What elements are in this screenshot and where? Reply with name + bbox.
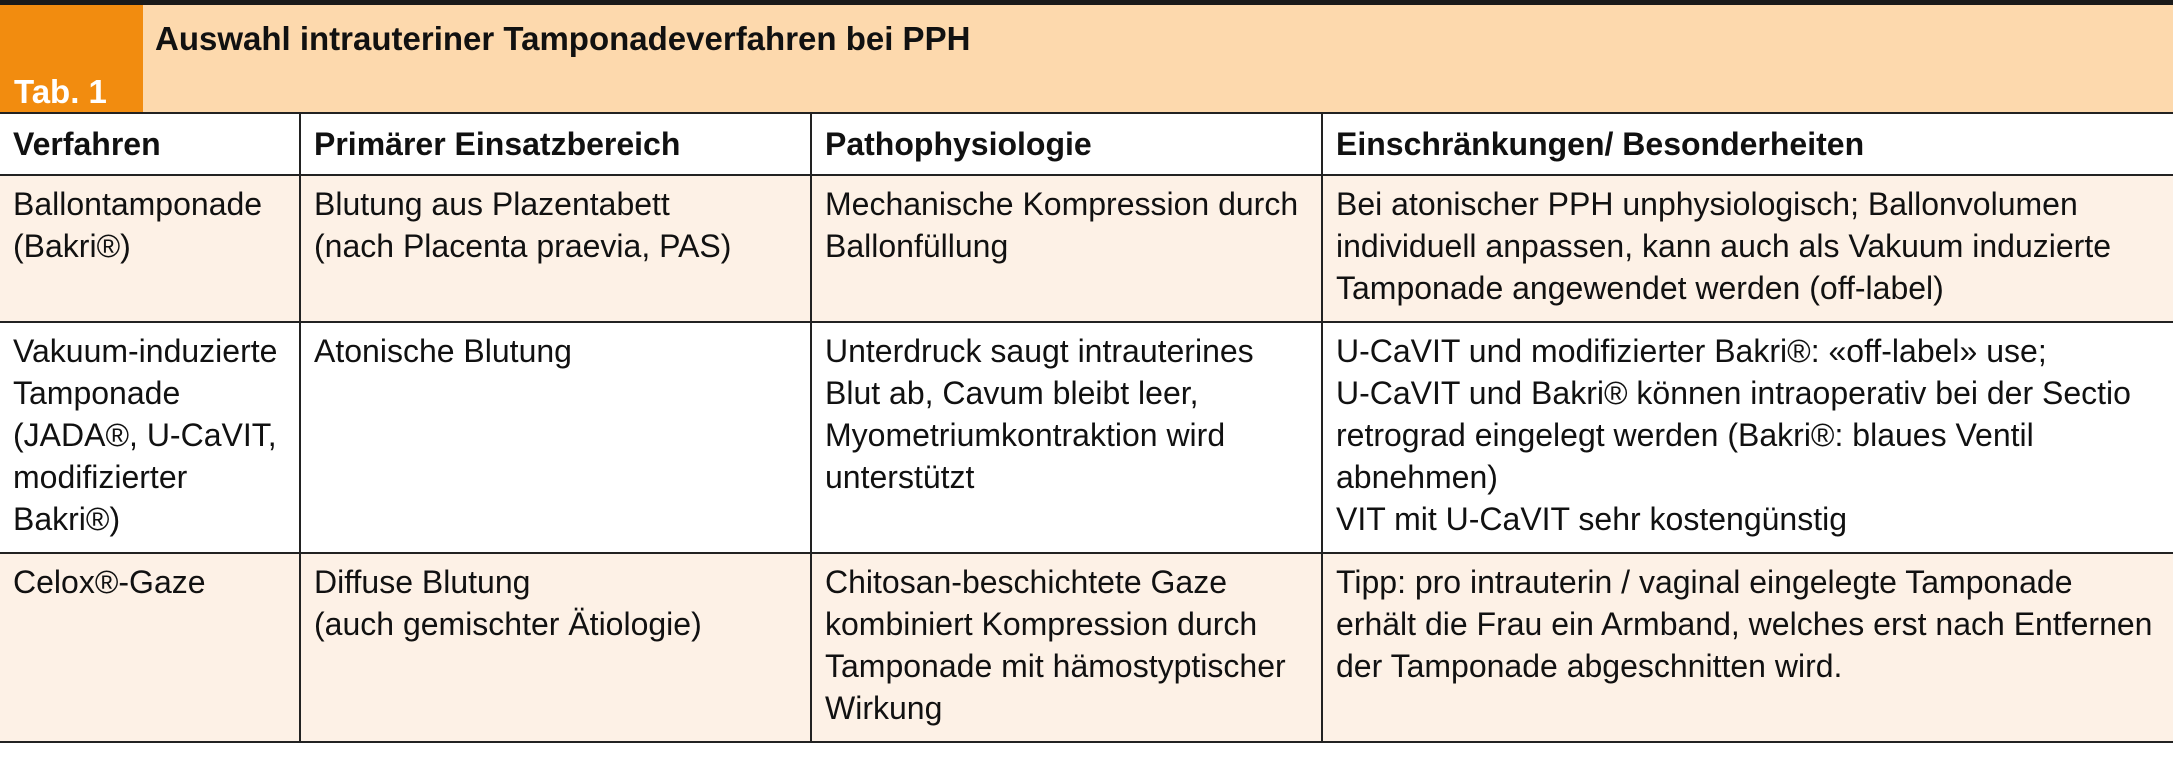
table-row bbox=[0, 175, 2173, 322]
cell-line: der Tamponade abgeschnitten wird. bbox=[1336, 648, 1843, 684]
cell-besonderheiten bbox=[1322, 175, 2173, 322]
cell-line: Tamponade mit hämostyptischer bbox=[825, 648, 1286, 684]
cell-verfahren bbox=[0, 322, 300, 553]
cell-einsatzbereich bbox=[300, 175, 811, 322]
cell-line: (auch gemischter Ätiologie) bbox=[314, 606, 702, 642]
column-header-pathophysiologie: Pathophysiologie bbox=[811, 113, 1322, 175]
cell-line: Myometriumkontraktion wird bbox=[825, 417, 1226, 453]
cell-line: Mechanische Kompression durch bbox=[825, 186, 1299, 222]
cell-line: (Bakri®) bbox=[13, 228, 131, 264]
cell-line: Blut ab, Cavum bleibt leer, bbox=[825, 375, 1199, 411]
table-number-label: Tab. 1 bbox=[0, 5, 143, 112]
cell-line: Ballonfüllung bbox=[825, 228, 1009, 264]
cell-pathophysiologie bbox=[811, 175, 1322, 322]
cell-line: unterstützt bbox=[825, 459, 975, 495]
cell-line: Unterdruck saugt intrauterines bbox=[825, 333, 1254, 369]
cell-line: modifizierter bbox=[13, 459, 188, 495]
cell-line: individuell anpassen, kann auch als Vakuum induzierte bbox=[1336, 228, 2111, 264]
cell-line: U-CaVIT und Bakri® können intraoperativ bei der Sectio bbox=[1336, 375, 2131, 411]
cell-besonderheiten bbox=[1322, 553, 2173, 742]
table-title: Auswahl intrauteriner Tamponadeverfahren bei PPH bbox=[155, 20, 971, 57]
cell-einsatzbereich bbox=[300, 553, 811, 742]
table-row bbox=[0, 322, 2173, 553]
cell-line: Atonische Blutung bbox=[314, 333, 572, 369]
cell-line: Tamponade angewendet werden (off-label) bbox=[1336, 270, 1944, 306]
cell-line: (nach Placenta praevia, PAS) bbox=[314, 228, 732, 264]
cell-line: Blutung aus Plazentabett bbox=[314, 186, 670, 222]
column-header-besonderheiten: Einschränkungen/ Besonderheiten bbox=[1322, 113, 2173, 175]
cell-verfahren bbox=[0, 553, 300, 742]
cell-einsatzbereich bbox=[300, 322, 811, 553]
table-header-row bbox=[0, 113, 2173, 175]
table-row bbox=[0, 553, 2173, 742]
cell-pathophysiologie bbox=[811, 553, 1322, 742]
cell-verfahren bbox=[0, 175, 300, 322]
cell-besonderheiten bbox=[1322, 322, 2173, 553]
cell-line: Wirkung bbox=[825, 690, 943, 726]
cell-line: Bei atonischer PPH unphysiologisch; Ballonvolumen bbox=[1336, 186, 2078, 222]
column-header-einsatzbereich: Primärer Einsatzbereich bbox=[300, 113, 811, 175]
cell-line: kombiniert Kompression durch bbox=[825, 606, 1258, 642]
procedures-table bbox=[0, 112, 2173, 743]
cell-line: Diffuse Blutung bbox=[314, 564, 531, 600]
cell-line: retrograd eingelegt werden (Bakri®: blaues Ventil bbox=[1336, 417, 2034, 453]
cell-line: Tamponade bbox=[13, 375, 181, 411]
cell-line: abnehmen) bbox=[1336, 459, 1498, 495]
cell-line: Bakri®) bbox=[13, 501, 121, 537]
cell-line: Ballontamponade bbox=[13, 186, 263, 222]
cell-line: Celox®-Gaze bbox=[13, 564, 206, 600]
cell-line: Chitosan-beschichtete Gaze bbox=[825, 564, 1227, 600]
cell-line: Tipp: pro intrauterin / vaginal eingelegte Tamponade bbox=[1336, 564, 2073, 600]
cell-line: erhält die Frau ein Armband, welches erst nach Entfernen bbox=[1336, 606, 2153, 642]
cell-line: Vakuum-induzierte bbox=[13, 333, 278, 369]
cell-line: (JADA®, U-CaVIT, bbox=[13, 417, 277, 453]
cell-line: VIT mit U-CaVIT sehr kostengünstig bbox=[1336, 501, 1848, 537]
cell-pathophysiologie bbox=[811, 322, 1322, 553]
cell-line: U-CaVIT und modifizierter Bakri®: «off-label» use; bbox=[1336, 333, 2047, 369]
column-header-verfahren: Verfahren bbox=[0, 113, 300, 175]
